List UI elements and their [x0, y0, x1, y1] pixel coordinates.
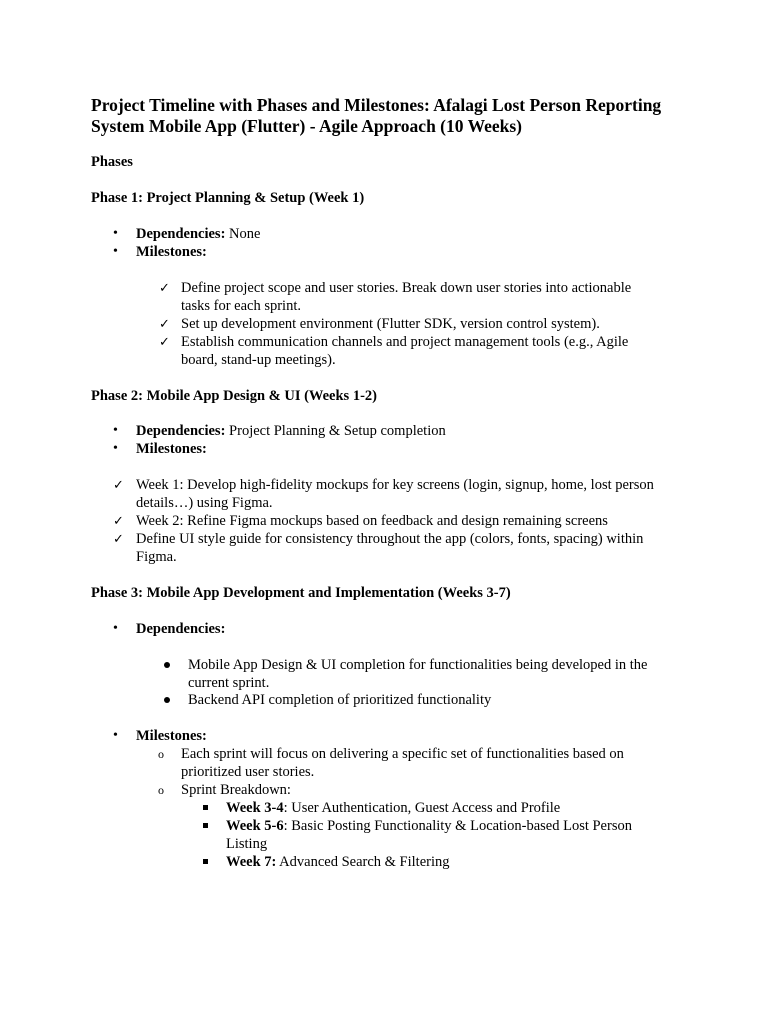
square-bullet-icon — [203, 805, 208, 810]
phase3-heading: Phase 3: Mobile App Development and Implementation (Weeks 3-7) — [91, 585, 511, 601]
circle-bullet-icon: o — [158, 783, 164, 797]
square-bullet-icon — [203, 823, 208, 828]
phase3-milestone-2: Sprint Breakdown: — [181, 782, 291, 798]
phase3-milestone-1-line2: prioritized user stories. — [181, 764, 315, 780]
checkmark-icon: ✓ — [159, 334, 170, 349]
document-title-line-2: System Mobile App (Flutter) - Agile Approach (10 Weeks) — [91, 116, 523, 136]
bullet-icon: • — [113, 728, 118, 743]
circle-bullet-icon: o — [158, 747, 164, 761]
phase1-item-1-line2: tasks for each sprint. — [181, 298, 301, 314]
phase3-milestone-1-line1: Each sprint will focus on delivering a specific set of functionalities based on — [181, 746, 624, 762]
phase3-dependency-1-line2: current sprint. — [188, 675, 270, 691]
checkmark-icon: ✓ — [113, 477, 124, 492]
bullet-icon: • — [113, 621, 118, 636]
phase1-item-3-line2: board, stand-up meetings). — [181, 352, 336, 368]
phase2-item-3-line2: Figma. — [136, 549, 177, 565]
checkmark-icon: ✓ — [113, 513, 124, 528]
phase2-item-1-line1: Week 1: Develop high-fidelity mockups for key screens (login, signup, home, lost person — [136, 477, 654, 493]
sprint-week-5-6: Week 5-6: Basic Posting Functionality & Location-based Lost Person — [226, 818, 632, 834]
checkmark-icon: ✓ — [159, 280, 170, 295]
phase2-item-2: Week 2: Refine Figma mockups based on feedback and design remaining screens — [136, 513, 608, 529]
phase3-milestones-label: Milestones: — [136, 728, 207, 744]
phase2-dependencies: Dependencies: Project Planning & Setup completion — [136, 423, 446, 439]
phase2-item-1-line2: details…) using Figma. — [136, 495, 273, 511]
bullet-icon: • — [113, 244, 118, 259]
phase3-dependencies-label: Dependencies: — [136, 621, 226, 637]
phase2-milestones-label: Milestones: — [136, 441, 207, 457]
phases-heading: Phases — [91, 154, 133, 170]
document-title-line-1: Project Timeline with Phases and Milestones: Afalagi Lost Person Reporting — [91, 95, 662, 115]
sprint-week-5-6-line2: Listing — [226, 836, 268, 852]
bullet-icon: • — [113, 226, 118, 241]
phase1-dependencies: Dependencies: None — [136, 226, 261, 242]
phase2-item-3-line1: Define UI style guide for consistency throughout the app (colors, fonts, spacing) within — [136, 531, 644, 547]
phase2-heading: Phase 2: Mobile App Design & UI (Weeks 1-2) — [91, 388, 377, 404]
bullet-icon: • — [113, 441, 118, 456]
phase1-milestones-label: Milestones: — [136, 244, 207, 260]
bullet-icon — [164, 697, 170, 703]
bullet-icon — [164, 662, 170, 668]
bullet-icon: • — [113, 423, 118, 438]
phase1-item-1-line1: Define project scope and user stories. Break down user stories into actionable — [181, 280, 632, 296]
square-bullet-icon — [203, 859, 208, 864]
phase3-dependency-2: Backend API completion of prioritized functionality — [188, 692, 492, 708]
phase3-dependency-1-line1: Mobile App Design & UI completion for functionalities being developed in the — [188, 657, 648, 673]
phase1-heading: Phase 1: Project Planning & Setup (Week 1) — [91, 190, 365, 206]
sprint-week-3-4: Week 3-4: User Authentication, Guest Access and Profile — [226, 800, 561, 816]
phase1-item-2: Set up development environment (Flutter SDK, version control system). — [181, 316, 600, 332]
phase1-item-3-line1: Establish communication channels and project management tools (e.g., Agile — [181, 334, 629, 350]
checkmark-icon: ✓ — [113, 531, 124, 546]
sprint-week-7: Week 7: Advanced Search & Filtering — [226, 854, 450, 870]
checkmark-icon: ✓ — [159, 316, 170, 331]
